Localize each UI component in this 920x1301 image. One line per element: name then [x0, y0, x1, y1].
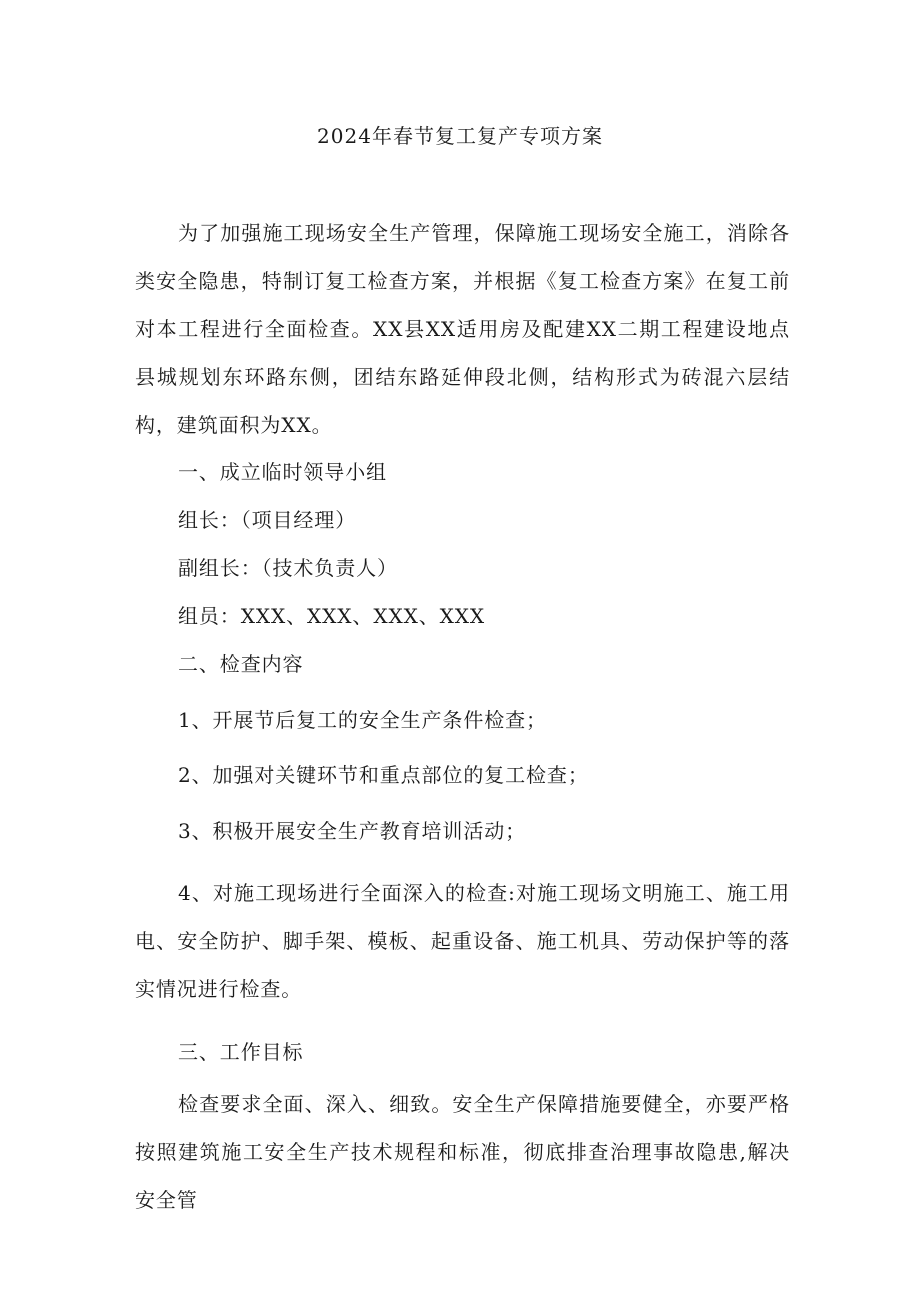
- intro-paragraph: 为了加强施工现场安全生产管理，保障施工现场安全施工，消除各类安全隐患，特制订复工检查方案，并根据《复工检查方案》在复工前对本工程进行全面检查。XX县XX适用房及配建XX二期工程建设地点县城规划东环路东侧，团结东路延伸段北侧，结构形式为砖混六层结构，建筑面积为XX。: [135, 221, 790, 437]
- check-item-2: 2、加强对关键环节和重点部位的复工检查；: [178, 763, 589, 787]
- check-item-4: 4、对施工现场进行全面深入的检查:对施工现场文明施工、施工用电、安全防护、脚手架、模板、起重设备、施工机具、劳动保护等的落实情况进行检查。: [135, 881, 790, 1001]
- deputy-leader: 副组长：（技术负责人）: [178, 556, 398, 580]
- section2-heading: 二、检查内容: [178, 652, 304, 676]
- group-leader: 组长：（项目经理）: [178, 508, 357, 532]
- check-item-3: 3、积极开展安全生产教育培训活动；: [178, 819, 527, 843]
- group-members: 组员：XXX、XXX、XXX、XXX: [178, 604, 486, 628]
- section1-heading: 一、成立临时领导小组: [178, 460, 387, 484]
- document-title: 2024年春节复工复产专项方案: [317, 124, 603, 148]
- check-item-1: 1、开展节后复工的安全生产条件检查；: [178, 708, 547, 732]
- section3-body: 检查要求全面、深入、细致。安全生产保障措施要健全，亦要严格按照建筑施工安全生产技术规程和标准，彻底排查治理事故隐患,解决安全管: [135, 1092, 790, 1212]
- section3-heading: 三、工作目标: [178, 1040, 304, 1064]
